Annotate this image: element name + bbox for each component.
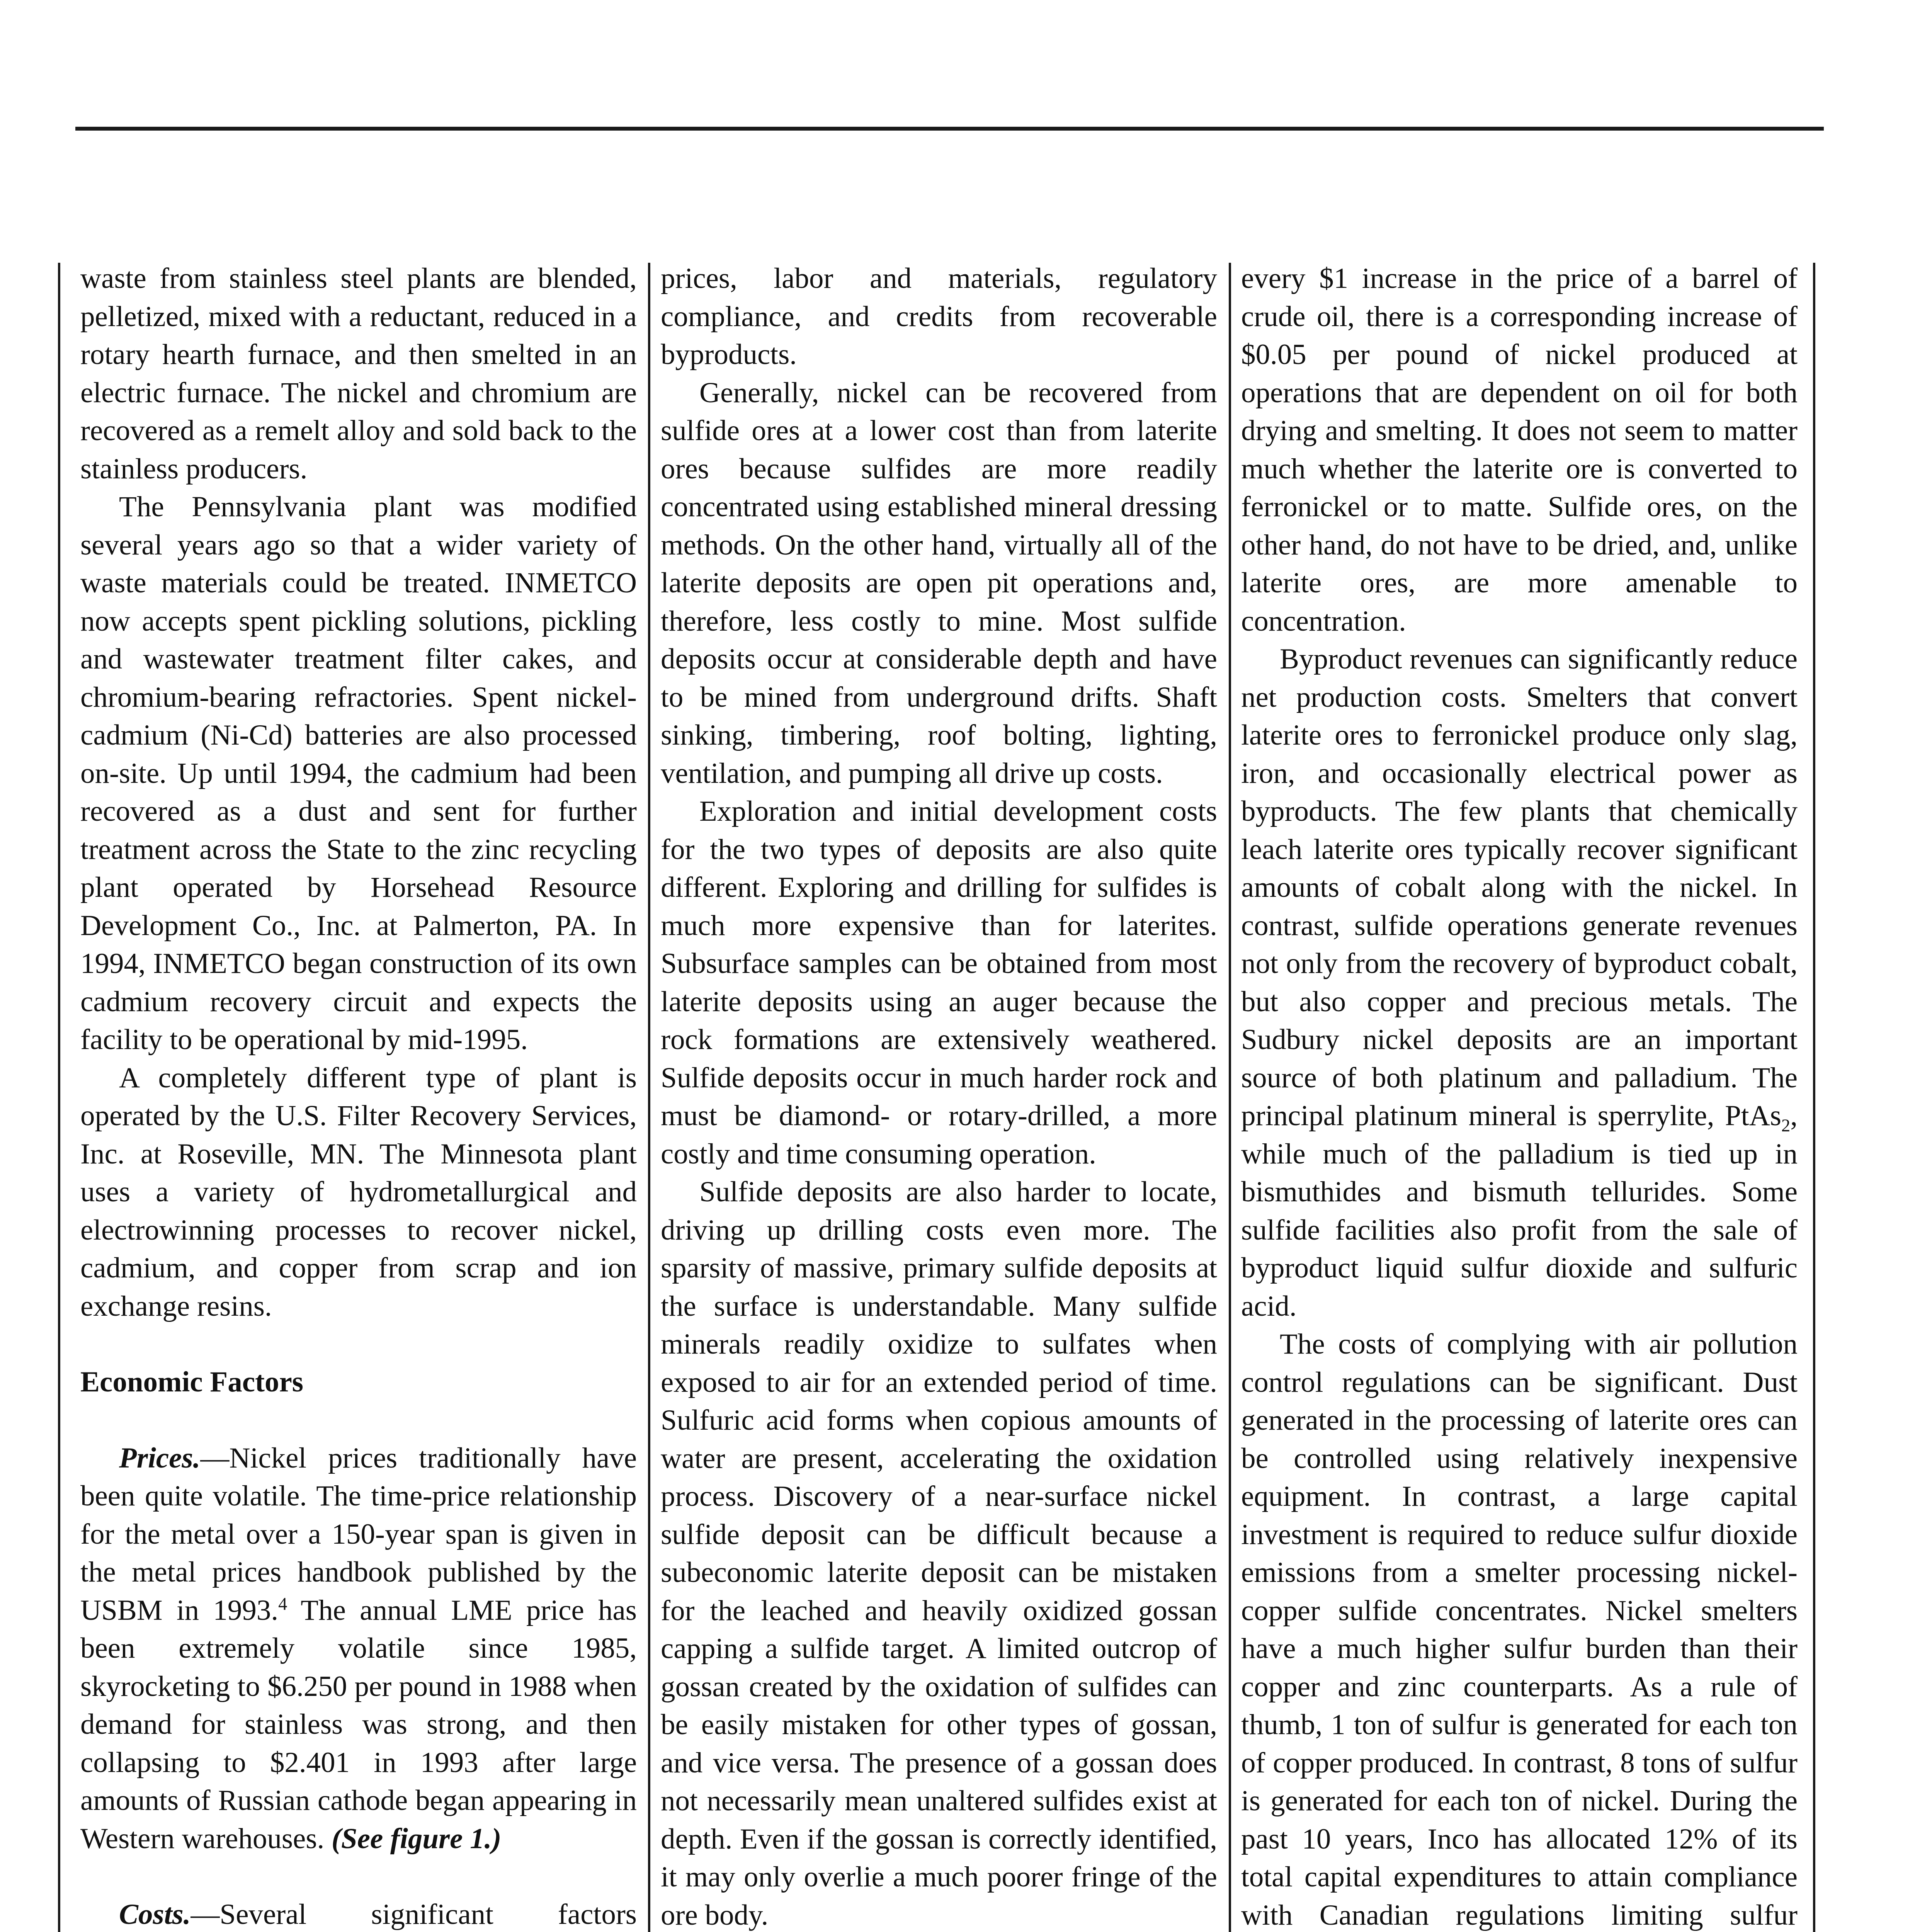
text-column-middle (661, 260, 1217, 1932)
text-column-left (80, 260, 637, 1932)
section-heading-economic-factors: Economic Factors (80, 1366, 303, 1398)
footnote-marker: 4 (278, 1594, 287, 1614)
paragraph-prices: Prices.—Nickel prices traditionally have been quite volatile. The time-price relationship for the metal over a 150-year span is given in the metal prices handbook published by the USBM in 1993.$^4$ The annual LME price has been extremely volatile since 1985, skyrocketing to $6.250 per pound in 1988 when demand for stainless was strong, and then collapsing to $2.401 in 1993 after large amounts of Russian cathode began appearing in Western warehouses. (See figure 1.) (80, 1442, 637, 1855)
paragraph: Generally, nickel can be recovered from sulfide ores at a lower cost than from laterite ores because sulfides are more readily concentrated using established mineral dressing methods. On the other hand, virtually all of the laterite deposits are open pit operations and, therefore, less costly to mine. Most sulfide deposits occur at considerable depth and have to be mined from underground drifts. Shaft sinking, timbering, roof bolting, lighting, ventilation, and pumping all drive up costs. (661, 376, 1217, 789)
paragraph: waste from stainless steel plants are blended, pelletized, mixed with a reductant, reduced in a rotary hearth furnace, and then smelted in an electric furnace. The nickel and chromium are recovered as a remelt alloy and sold back to the stainless producers. (80, 262, 637, 485)
text-column-right (1241, 260, 1798, 1932)
paragraph: The costs of complying with air pollution control regulations can be significant. Dust generated in the processing of laterite ores can be controlled using relatively inexpensive equipment. In contrast, a large capital investment is required to reduce sulfur dioxide emissions from a smelter processing nickel-copper sulfide concentrates. Nickel smelters have a much higher sulfur burden than their copper and zinc counterparts. As a rule of thumb, 1 ton of sulfur is generated for each ton of copper produced. In contrast, 8 tons of sulfur is generated for each ton of nickel. During the past 10 years, Inco has allocated 12% of its total capital expenditures to attain compliance with Canadian regulations limiting sulfur (1241, 1328, 1798, 1931)
top-rule (75, 127, 1824, 131)
figure-reference: (See figure 1.) (332, 1822, 502, 1855)
runin-heading-prices: Prices. (119, 1442, 201, 1474)
paragraph: A completely different type of plant is operated by the U.S. Filter Recovery Services, Inc. at Roseville, MN. The Minnesota plant uses a variety of hydrometallurgical and electrowinning processes to recover nickel, cadmium, and copper from scrap and ion exchange resins. (80, 1061, 637, 1322)
paragraph: Sulfide deposits are also harder to locate, driving up drilling costs even more. The sparsity of massive, primary sulfide deposits at the surface is understandable. Many sulfide minerals readily oxidize to sulfates when exposed to air for an extended period of time. Sulfuric acid forms when copious amounts of water are present, accelerating the oxidation process. Discovery of a near-surface nickel sulfide deposit can be difficult because a subeconomic laterite deposit can be mistaken for the leached and heavily oxidized gossan capping a sulfide target. A limited outcrop of gossan created by the oxidation of sulfides can be easily mistaken for other types of gossan, and vice versa. The presence of a gossan does not necessarily mean unaltered sulfides exist at depth. Even if the gossan is correctly identified, it may only overlie a much poorer fringe of the ore body. (661, 1176, 1217, 1931)
paragraph: prices, labor and materials, regulatory compliance, and credits from recoverable byproducts. (661, 262, 1217, 371)
paragraph-costs: Costs.—Several significant factors (119, 1898, 637, 1930)
chemical-subscript: 2 (1781, 1116, 1791, 1136)
paragraph: every $1 increase in the price of a barrel of crude oil, there is a corresponding increase of $0.05 per pound of nickel produced at operations that are dependent on oil for both drying and smelting. It does not seem to matter much whether the laterite ore is converted to ferronickel or to matte. Sulfide ores, on the other hand, do not have to be dried, and, unlike laterite ores, are more amenable to concentration. (1241, 262, 1798, 637)
runin-heading-costs: Costs. (119, 1898, 191, 1930)
paragraph-byproducts: Byproduct revenues can significantly reduce net production costs. Smelters that convert laterite ores to ferronickel produce only slag, iron, and occasionally electrical power as byproducts. The few plants that chemically leach laterite ores typically recover significant amounts of cobalt along with the nickel. In contrast, sulfide operations generate revenues not only from the recovery of byproduct cobalt, but also copper and precious metals. The Sudbury nickel deposits are an important source of both platinum and palladium. The principal platinum mineral is sperrylite, PtAs$_2$, while much of the palladium is tied up in bismuthides and bismuth tellurides. Some sulfide facilities also profit from the sale of byproduct liquid sulfur dioxide and sulfuric acid. (1241, 643, 1798, 1322)
column-rule-left (58, 263, 60, 1932)
column-rule-right (1813, 263, 1815, 1932)
paragraph: Exploration and initial development costs for the two types of deposits are also quite different. Exploring and drilling for sulfides is much more expensive than for laterites. Subsurface samples can be obtained from most laterite deposits using an auger because the rock formations are extensively weathered. Sulfide deposits occur in much harder rock and must be diamond- or rotary-drilled, a more costly and time consuming operation. (661, 795, 1217, 1170)
column-rule-middle-right (1229, 263, 1231, 1932)
paragraph: The Pennsylvania plant was modified several years ago so that a wider variety of waste materials could be treated. INMETCO now accepts spent pickling solutions, pickling and wastewater treatment filter cakes, and chromium-bearing refractories. Spent nickel-cadmium (Ni-Cd) batteries are also processed on-site. Up until 1994, the cadmium had been recovered as a dust and sent for further treatment across the State to the zinc recycling plant operated by Horsehead Resource Development Co., Inc. at Palmerton, PA. In 1994, INMETCO began construction of its own cadmium recovery circuit and expects the facility to be operational by mid-1995. (80, 491, 637, 1056)
column-rule-middle-left (648, 263, 650, 1932)
